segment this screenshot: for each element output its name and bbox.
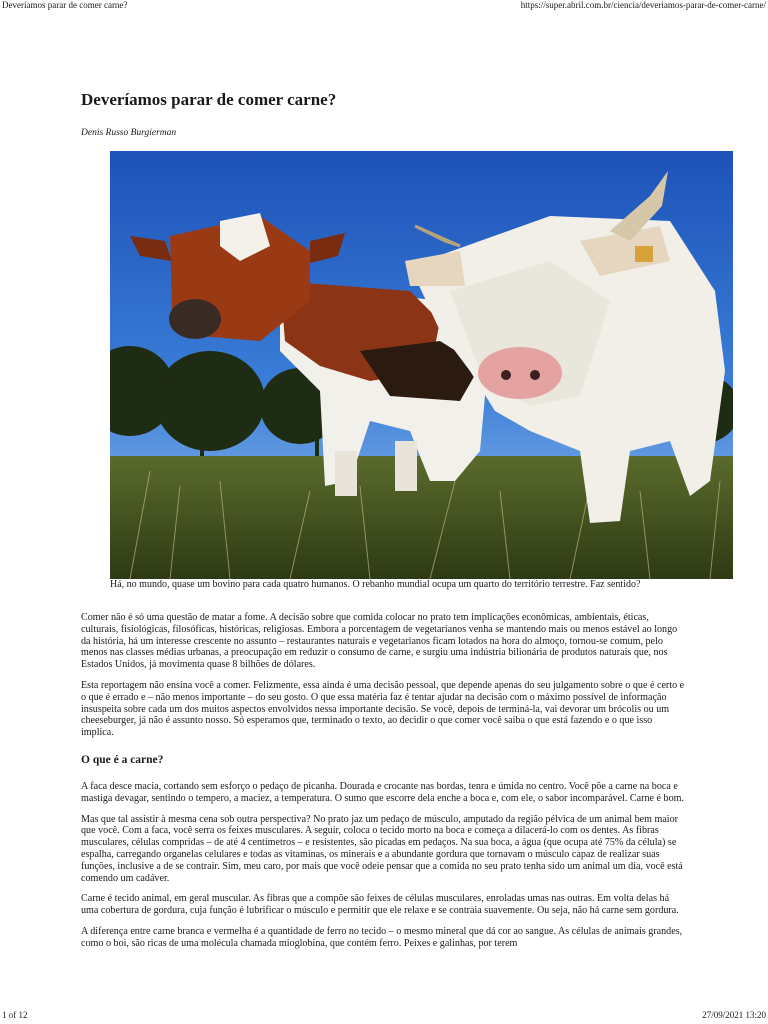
paragraph: Carne é tecido animal, em geral muscular. As fibras que a compõe são feixes de células musculares, enroladas umas nas outras. Em volta delas há uma cobertura de gordura, cuja função é lubrificar o músculo e permitir que ele relaxe e se contraia suavemente. Ou seja, não há carne sem gordura.: [81, 893, 679, 917]
article-author: Denis Russo Burgierman: [81, 128, 177, 138]
photo-caption: Há, no mundo, quase um bovino para cada quatro humanos. O rebanho mundial ocupa um quarto do território terrestre. Faz sentido?: [110, 579, 641, 590]
print-timestamp: 27/09/2021 13:20: [702, 1010, 766, 1020]
browser-page-url[interactable]: https://super.abril.com.br/ciencia/deveriamos-parar-de-comer-carne/: [520, 0, 766, 10]
paragraph: Mas que tal assistir à mesma cena sob outra perspectiva? No prato jaz um pedaço de músculo, amputado da região pélvica de um animal bem maior que você. Com a faca, você serra os feixes musculares. A seguir, coloca o tecido morto na boca e começa a dilacerá-lo com os dentes. As fibras musculares, células compridas – de até 4 centímetros – e resistentes, são picadas em pedaços. Na sua boca, a água (que ocupa até 75% da célula) se espalha, carregando organelas celulares e todas as vitaminas, os minerais e a abundante gordura que tornavam o músculo capaz de realizar suas funções, inclusive a de se contrair. Sim, meu caro, por mais que você odeie pensar que a comida no seu prato tenha sido um animal um dia, você está comendo um cadáver.: [81, 813, 683, 884]
paragraph: Comer não é só uma questão de matar a fome. A decisão sobre que comida colocar no prato tem implicações econômicas, ambientais, éticas, culturais, fisiológicas, filosóficas, históricas, religiosas. Embora a porcentagem de vegetarianos venha se mantendo mais ou menos estável ao longo da história, há um interesse crescente no assunto – restaurantes naturais e vegetarianos ficam lotados na hora do almoço, tornou-se comum, pelo menos nas classes médias urbanas, a preocupação em reduzir o consumo de carne, e surgiu uma indústria bilionária de produtos naturais que, nos Estados Unidos, já movimenta quase 8 bilhões de dólares.: [81, 612, 678, 671]
article-title: Deveríamos parar de comer carne?: [81, 90, 337, 109]
browser-page-title: Deveríamos parar de comer carne?: [2, 0, 128, 10]
section-heading: O que é a carne?: [81, 753, 164, 766]
paragraph: Esta reportagem não ensina você a comer. Felizmente, essa ainda é uma decisão pessoal, que depende apenas do seu julgamento sobre o que é certo e o que é errado e – não menos importante – do seu gosto. O que essa matéria faz é tentar ajudar na decisão com o máximo possível de informação insuspeita sobre cada um dos muitos aspectos envolvidos nessa importante decisão. Se você, depois de terminá-la, vai devorar um brócolis ou um cheeseburger, já não é assunto nosso. Só esperamos que, terminado o texto, ao decidir o que comer você saiba o que está fazendo e o que isso implica.: [81, 679, 685, 739]
paragraph: A diferença entre carne branca e vermelha é a quantidade de ferro no tecido – o mesmo mineral que dá cor ao sangue. As células de animais grandes, como o boi, são ricas de uma molécula chamada mioglobina, que contém ferro. Peixes e galinhas, por terem: [81, 925, 683, 949]
cows-in-field-photo: [110, 151, 733, 579]
paragraph: A faca desce macia, cortando sem esforço o pedaço de picanha. Dourada e crocante nas bordas, tenra e úmida no centro. Você põe a carne na boca e mastiga devagar, sentindo o tempero, a maciez, a temperatura. O sumo que escorre dela enche a boca e, com ele, o sabor incomparável. Carne é bom.: [81, 780, 685, 804]
article-body: [81, 612, 687, 959]
page-counter: 1 of 12: [2, 1010, 28, 1020]
